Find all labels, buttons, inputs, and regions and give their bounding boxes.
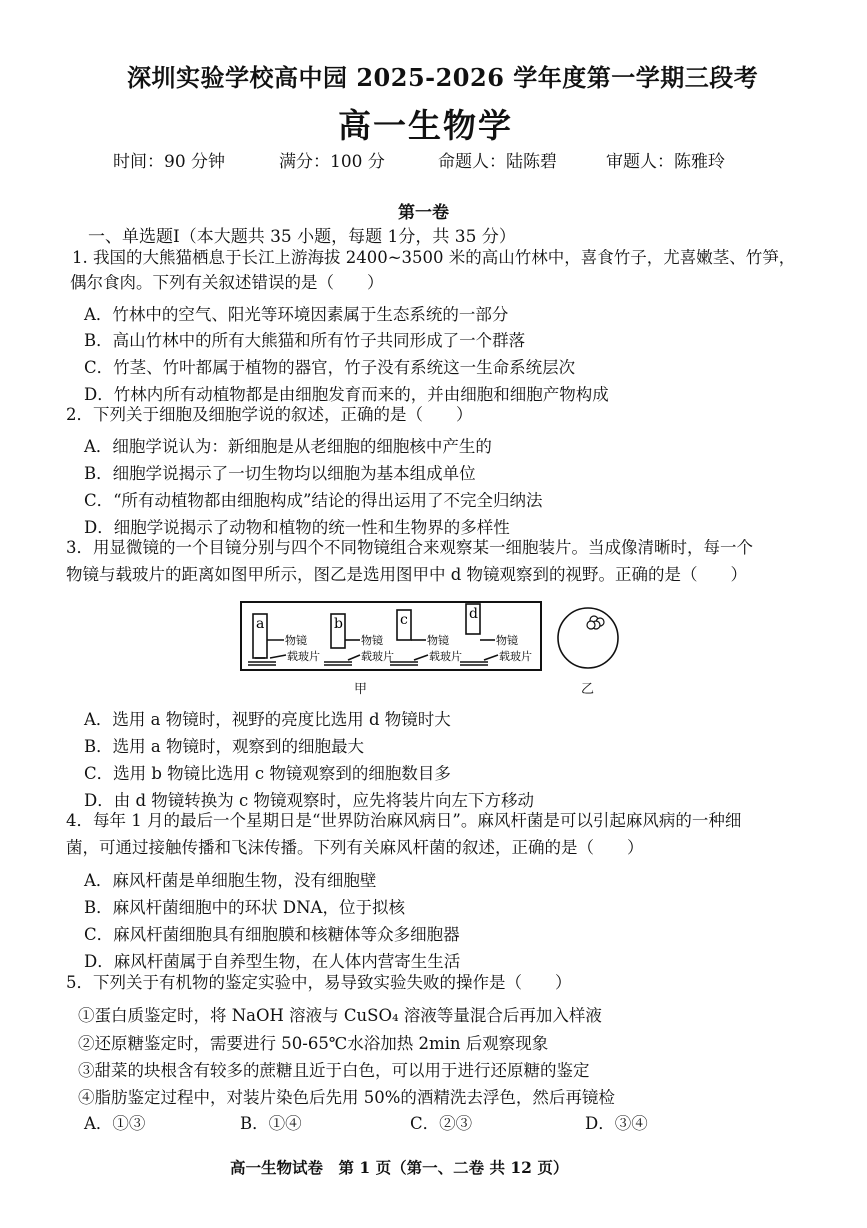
- question-4-stem-line2: 菌，可通过接触传播和飞沫传播。下列有关麻风杆菌的叙述，正确的是（ ）: [66, 838, 644, 857]
- question-4-option-c: C．麻风杆菌细胞具有细胞膜和核糖体等众多细胞器: [84, 925, 460, 944]
- question-2-option-b: B．细胞学说揭示了一切生物均以细胞为基本组成单位: [84, 464, 476, 483]
- question-5-option-a: A．①③: [84, 1114, 146, 1133]
- question-1-option-b: B．高山竹林中的所有大熊猫和所有竹子共同形成了一个群落: [84, 331, 526, 350]
- question-5-item-1: ①蛋白质鉴定时，将 NaOH 溶液与 CuSO₄ 溶液等量混合后再加入样液: [78, 1006, 602, 1025]
- question-4-option-a: A．麻风杆菌是单细胞生物，没有细胞壁: [84, 871, 377, 890]
- figure-yi-caption: 乙: [581, 682, 595, 697]
- figure-jia-caption: 甲: [354, 682, 368, 697]
- question-3-option-a: A．选用 a 物镜时，视野的亮度比选用 d 物镜时大: [84, 710, 451, 729]
- question-1-option-a: A．竹林中的空气、阳光等环境因素属于生态系统的一部分: [84, 305, 509, 324]
- question-2-option-c: C．“所有动植物都由细胞构成”结论的得出运用了不完全归纳法: [84, 491, 543, 510]
- question-4-option-b: B．麻风杆菌细胞中的环状 DNA，位于拟核: [84, 898, 405, 917]
- question-4-stem-line1: 4．每年 1 月的最后一个星期日是“世界防治麻风病日”。麻风杆菌是可以引起麻风病的一种细: [66, 811, 742, 830]
- question-1-stem-line2: 偶尔食肉。下列有关叙述错误的是（ ）: [70, 273, 384, 292]
- section-heading: 一、单选题Ⅰ（本大题共 35 小题，每题 1分，共 35 分）: [88, 227, 516, 247]
- question-1-option-d: D．竹林内所有动植物都是由细胞发育而来的，并由细胞和细胞产物构成: [84, 385, 609, 404]
- question-5-item-2: ②还原糖鉴定时，需要进行 50-65℃水浴加热 2min 后观察现象: [78, 1034, 549, 1053]
- question-1-stem-line1: 1. 我国的大熊猫栖息于长江上游海拔 2400~3500 米的高山竹林中，喜食竹子，尤喜嫩茎、竹笋，: [72, 248, 796, 267]
- objective-label-c: 物镜: [427, 634, 449, 647]
- question-3-option-d: D．由 d 物镜转换为 c 物镜观察时，应先将装片向左下方移动: [84, 791, 535, 810]
- question-5-stem: 5．下列关于有机物的鉴定实验中，易导致实验失败的操作是（ ）: [66, 973, 572, 992]
- question-2-option-a: A．细胞学说认为：新细胞是从老细胞的细胞核中产生的: [84, 437, 492, 456]
- question-5-option-d: D．③④: [585, 1114, 648, 1133]
- page-footer: 高一生物试卷 第 1 页（第一、二卷 共 12 页）: [230, 1158, 569, 1177]
- volume-title: 第一卷: [398, 203, 449, 223]
- slide-label-d: 载玻片: [499, 650, 532, 663]
- lens-letter-b: b: [334, 616, 343, 632]
- question-author: 命题人：陆陈碧: [438, 152, 557, 172]
- question-3-option-c: C．选用 b 物镜比选用 c 物镜观察到的细胞数目多: [84, 764, 451, 783]
- question-3-stem-line1: 3．用显微镜的一个目镜分别与四个不同物镜组合来观察某一细胞装片。当成像清晰时，每一个: [66, 538, 753, 557]
- full-score: 满分：100 分: [279, 152, 385, 172]
- question-4-option-d: D．麻风杆菌属于自养型生物，在人体内营寄生生活: [84, 952, 461, 971]
- question-5-option-b: B．①④: [240, 1114, 302, 1133]
- figure-jia-objectives: [240, 600, 550, 680]
- question-5-item-3: ③甜菜的块根含有较多的蔗糖且近于白色，可以用于进行还原糖的鉴定: [78, 1061, 590, 1080]
- exam-time: 时间：90 分钟: [113, 152, 226, 172]
- lens-letter-c: c: [400, 612, 408, 628]
- question-5-item-4: ④脂肪鉴定过程中，对装片染色后先用 50%的酒精洗去浮色，然后再镜检: [78, 1088, 615, 1107]
- reviewer: 审题人：陈雅玲: [606, 152, 725, 172]
- lens-letter-a: a: [256, 616, 265, 632]
- lens-letter-d: d: [469, 606, 478, 622]
- question-5-option-c: C．②③: [410, 1114, 473, 1133]
- objective-label-a: 物镜: [285, 634, 307, 647]
- school-exam-title: 深圳实验学校高中园 2025-2026 学年度第一学期三段考: [127, 63, 759, 92]
- question-3-stem-line2: 物镜与载玻片的距离如图甲所示，图乙是选用图甲中 d 物镜观察到的视野。正确的是（ ）: [66, 565, 748, 584]
- slide-label-a: 载玻片: [287, 650, 320, 663]
- question-2-stem: 2．下列关于细胞及细胞学说的叙述，正确的是（ ）: [66, 405, 473, 424]
- question-3-option-b: B．选用 a 物镜时，观察到的细胞最大: [84, 737, 364, 756]
- figure-yi-field-of-view: [556, 606, 620, 670]
- question-1-option-c: C．竹茎、竹叶都属于植物的器官，竹子没有系统这一生命系统层次: [84, 358, 576, 377]
- slide-label-b: 载玻片: [361, 650, 394, 663]
- objective-label-b: 物镜: [361, 634, 383, 647]
- question-2-option-d: D．细胞学说揭示了动物和植物的统一性和生物界的多样性: [84, 518, 510, 537]
- subject-title: 高一生物学: [338, 106, 513, 145]
- slide-label-c: 载玻片: [429, 650, 462, 663]
- objective-label-d: 物镜: [496, 634, 518, 647]
